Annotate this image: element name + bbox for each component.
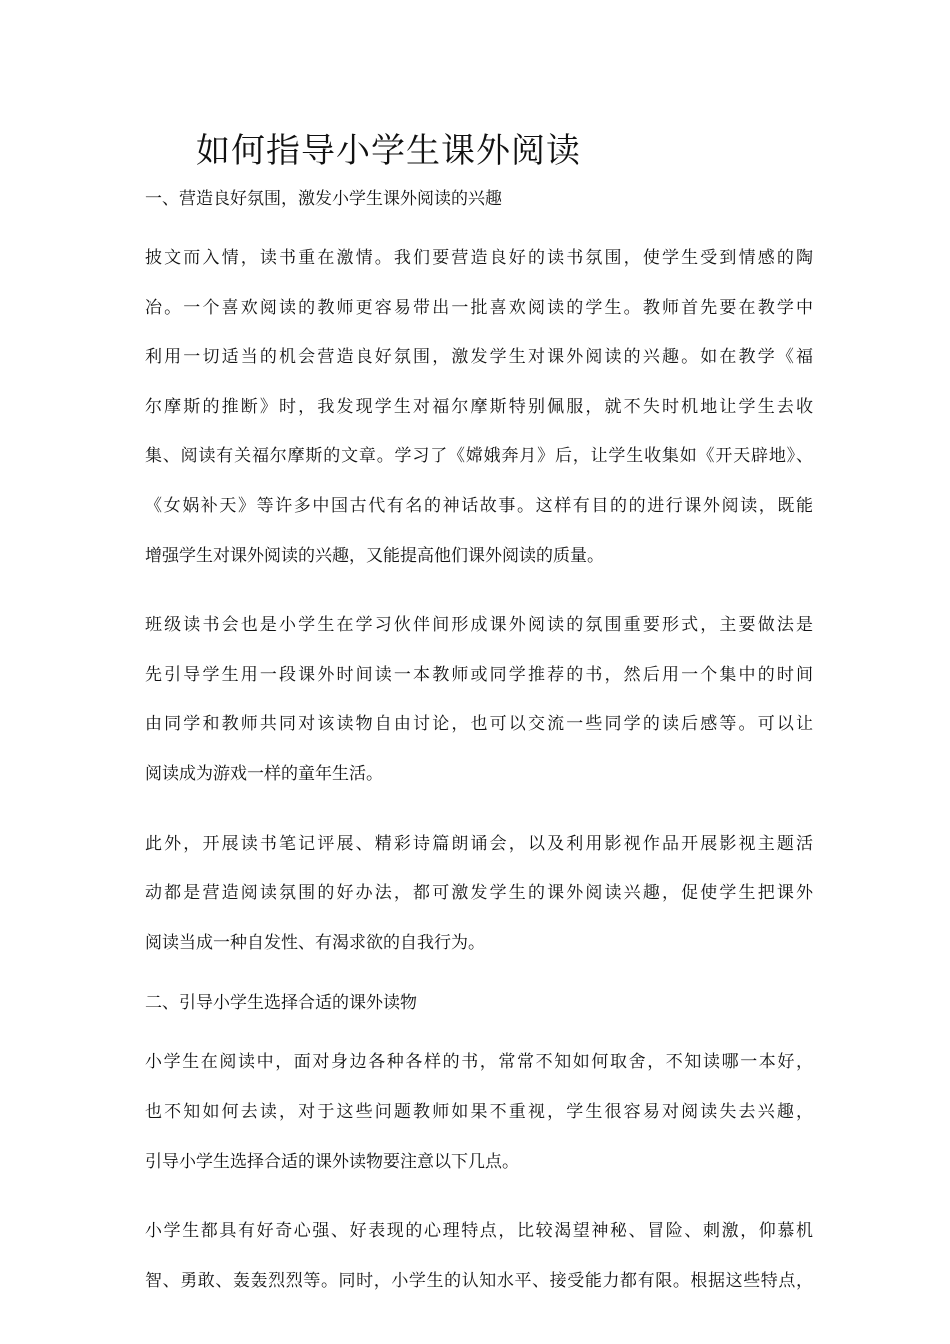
text-line: 集、阅读有关福尔摩斯的文章。学习了《嫦娥奔月》后，让学生收集如《开天辟地》、 (145, 446, 813, 467)
text-line: 利用一切适当的机会营造良好氛围，激发学生对课外阅读的兴趣。如在教学《福 (145, 347, 813, 368)
text-line: 披文而入情，读书重在激情。我们要营造良好的读书氛围，使学生受到情感的陶 (145, 248, 813, 268)
text-line: 《女娲补天》等许多中国古代有名的神话故事。这样有目的的进行课外阅读，既能 (145, 495, 813, 516)
text-line: 也不知如何去读，对于这些问题教师如果不重视，学生很容易对阅读失去兴趣， (145, 1101, 813, 1122)
section-2-heading: 二、引导小学生选择合适的课外读物 (145, 993, 417, 1014)
text-line: 阅读当成一种自发性、有渴求欲的自我行为。 (145, 932, 485, 953)
paragraph (145, 601, 813, 799)
text-line: 增强学生对课外阅读的兴趣，又能提高他们课外阅读的质量。 (145, 545, 604, 566)
text-line: 尔摩斯的推断》时，我发现学生对福尔摩斯特别佩服，就不失时机地让学生去收 (145, 396, 813, 417)
text-line: 阅读成为游戏一样的童年生活。 (145, 763, 383, 784)
text-line: 智、勇敢、轰轰烈烈等。同时，小学生的认知水平、接受能力都有限。根据这些特点， (145, 1270, 813, 1291)
paragraph (145, 820, 813, 969)
document-title: 如何指导小学生课外阅读 (196, 131, 581, 171)
text-line: 由同学和教师共同对该读物自由讨论，也可以交流一些同学的读后感等。可以让 (145, 714, 813, 735)
text-line: 先引导学生用一段课外时间读一本教师或同学推荐的书，然后用一个集中的时间 (145, 664, 813, 685)
paragraph (145, 1038, 813, 1187)
text-line: 班级读书会也是小学生在学习伙伴间形成课外阅读的氛围重要形式，主要做法是 (145, 615, 813, 636)
text-line: 冶。一个喜欢阅读的教师更容易带出一批喜欢阅读的学生。教师首先要在教学中 (145, 297, 813, 318)
document-body (145, 184, 813, 1306)
paragraph (145, 1207, 813, 1306)
paragraph (145, 234, 813, 581)
text-line: 引导小学生选择合适的课外读物要注意以下几点。 (145, 1151, 519, 1172)
text-line: 此外，开展读书笔记评展、精彩诗篇朗诵会，以及利用影视作品开展影视主题活 (145, 833, 813, 854)
text-line: 动都是营造阅读氛围的好办法，都可激发学生的课外阅读兴趣，促使学生把课外 (145, 883, 813, 904)
text-line: 小学生都具有好奇心强、好表现的心理特点，比较渴望神秘、冒险、刺激，仰慕机 (145, 1221, 813, 1242)
section-1-heading: 一、营造良好氛围，激发小学生课外阅读的兴趣 (145, 189, 502, 209)
text-line: 小学生在阅读中，面对身边各种各样的书，常常不知如何取舍，不知读哪一本好， (145, 1052, 813, 1073)
